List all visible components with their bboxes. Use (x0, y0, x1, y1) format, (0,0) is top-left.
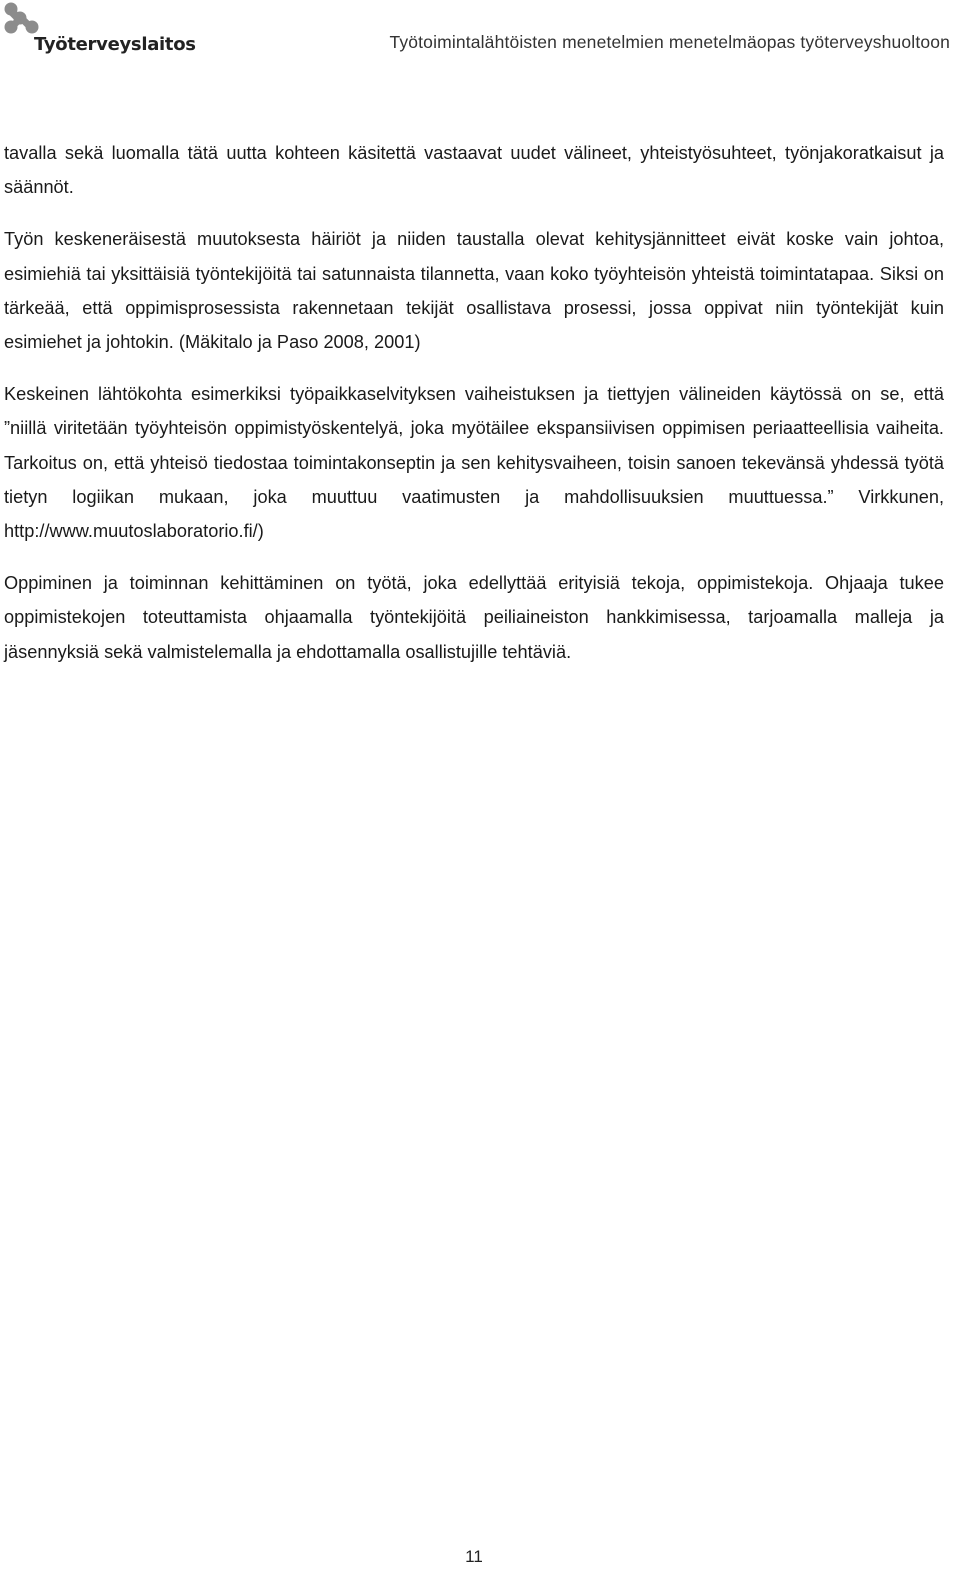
paragraph-4: Oppiminen ja toiminnan kehittäminen on työtä, joka edellyttää erityisiä tekoja, oppimistekoja. Ohjaaja tukee oppimistekojen toteuttamista ohjaamalla työntekijöitä peiliaineiston hankkimisessa, tarjoamalla malleja ja jäsennyksiä sekä valmistelemalla ja ehdottamalla osallistujille tehtäviä. (4, 573, 944, 662)
logo-text: Työterveyslaitos (34, 34, 196, 55)
paragraph-2: Työn keskeneräisestä muutoksesta häiriöt ja niiden taustalla olevat kehitysjännitteet eivät koske vain johtoa, esimiehiä tai yksittäisiä työntekijöitä tai satunnaista tilannetta, vaan koko työyhteisön yhteistä toimintatapaa. Siksi on tärkeää, että oppimisprosessista rakennetaan tekijät osallistava prosessi, jossa oppivat niin työntekijät kuin esimiehet ja johtokin. (Mäkitalo ja Paso 2008, 2001) (4, 229, 944, 353)
body-text (4, 136, 944, 687)
document-title: Työtoimintalähtöisten menetelmien menetelmäopas työterveyshuoltoon (389, 32, 950, 52)
page-header (0, 0, 960, 70)
tyoterveyslaitos-logo (2, 2, 196, 62)
paragraph-3: Keskeinen lähtökohta esimerkiksi työpaikkaselvityksen vaiheistuksen ja tiettyjen välineiden käytössä on se, että ”niillä viritetään työyhteisön oppimistyöskentelyä, joka myötäilee ekspansiivisen oppimisen periaatteellisia vaiheita. Tarkoitus on, että yhteisö tiedostaa toimintakonseptin ja sen kehitysvaiheen, toisin sanoen tekevänsä yhdessä työtä tietyn logiikan mukaan, joka muuttuu vaatimusten ja mahdollisuuksien muuttuessa.” Virkkunen, http://www.muutoslaboratorio.fi/) (4, 384, 944, 542)
paragraph-1: tavalla sekä luomalla tätä uutta kohteen käsitettä vastaavat uudet välineet, yhteistyösuhteet, työnjakoratkaisut ja säännöt. (4, 143, 944, 198)
page-number: 11 (465, 1547, 483, 1566)
